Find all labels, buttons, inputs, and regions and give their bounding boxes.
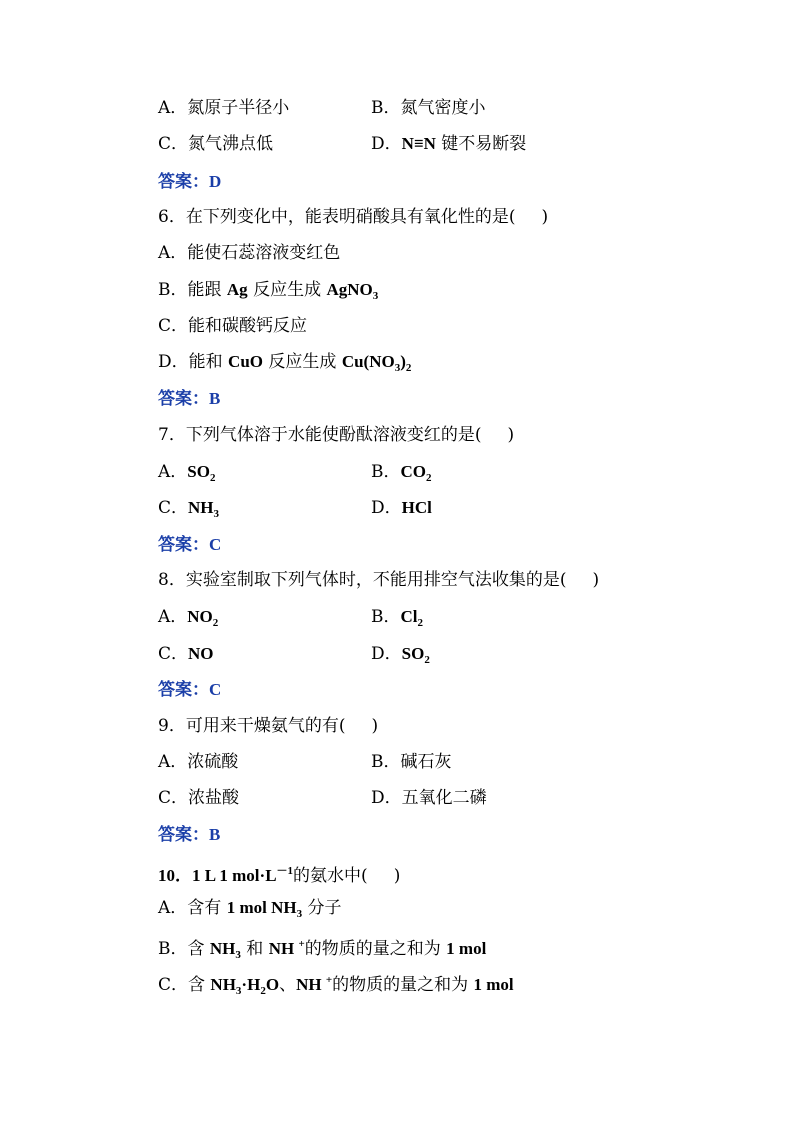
q7-stem: 7．下列气体溶于水能使酚酞溶液变红的是( ) <box>158 425 515 445</box>
q8-stem: 8．实验室制取下列气体时，不能用排空气法收集的是( ) <box>158 570 600 590</box>
q10-option-c: C．含 $NH_3\cdot H_2O$、NH +的物质的量之和为 1 mol <box>158 974 514 997</box>
q8-option-b: B．$Cl_2$ <box>371 607 423 629</box>
q10-option-b: B．含 $NH_3$ 和 NH +的物质的量之和为 1 mol <box>158 938 487 961</box>
q8-answer <box>158 679 221 701</box>
answer-value: C <box>209 535 222 554</box>
q7-options-row-2 <box>158 497 432 525</box>
q8-options-row-2 <box>158 643 430 666</box>
q5-answer <box>158 171 221 193</box>
answer-label: 答案： <box>158 172 209 192</box>
q5-option-b: B．氮气密度小 <box>371 98 486 118</box>
q6-stem: 6．在下列变化中，能表明硝酸具有氧化性的是( ) <box>158 207 549 227</box>
q9-answer <box>158 824 220 846</box>
answer-value: B <box>209 389 221 408</box>
q9-options-row-1 <box>158 751 452 773</box>
q5-option-c: C．氮气沸点低 <box>158 134 274 154</box>
q5-options-row-2 <box>158 133 527 155</box>
q6-option-a: A．能使石蕊溶液变红色 <box>158 243 341 263</box>
q9-option-a: A．浓硫酸 <box>158 752 239 772</box>
q7-options-row-1 <box>158 461 432 489</box>
answer-value: C <box>209 680 222 699</box>
q6-answer <box>158 388 220 410</box>
q5-options-row-1 <box>158 97 486 119</box>
q8-options-row-1 <box>158 606 423 634</box>
q5-option-a: A．氮原子半径小 <box>158 98 290 118</box>
q7-answer <box>158 534 221 556</box>
q10-stem: 10．1 L 1 $mol\cdot L^{-1}$的氨水中( ) <box>158 865 401 886</box>
answer-value: B <box>209 825 221 844</box>
q7-option-a: A．$SO_2$ <box>158 462 216 484</box>
q7-option-b: B．$CO_2$ <box>371 462 432 484</box>
q8-option-d: D．$SO_2$ <box>371 644 430 666</box>
q7-option-d: D．HCl <box>371 498 432 518</box>
q6-option-b: B．能跟 Ag 反应生成 AgNO$_3$ <box>158 280 379 302</box>
q10-option-a: A．含有 1 mol $NH_3$ 分子 <box>158 898 342 920</box>
q9-option-b: B．碱石灰 <box>371 752 452 772</box>
answer-label: 答案： <box>158 825 209 845</box>
q6-option-c: C．能和碳酸钙反应 <box>158 316 308 336</box>
q9-option-c: C．浓盐酸 <box>158 788 240 808</box>
answer-label: 答案： <box>158 389 209 409</box>
q9-stem: 9．可用来干燥氨气的有( ) <box>158 716 379 736</box>
q6-option-d: D．能和 CuO 反应生成 $Cu(NO_3)_2$ <box>158 352 412 374</box>
answer-label: 答案： <box>158 680 209 700</box>
q5-option-d: D．N≡N 键不易断裂 <box>371 134 527 154</box>
answer-value: D <box>209 172 222 191</box>
answer-label: 答案： <box>158 535 209 555</box>
q7-option-c: C．$NH_3$ <box>158 498 220 520</box>
q9-option-d: D．五氧化二磷 <box>371 788 487 808</box>
q8-option-c: C．NO <box>158 644 214 664</box>
q9-options-row-2 <box>158 787 487 809</box>
q8-option-a: A．$NO_2$ <box>158 607 219 629</box>
